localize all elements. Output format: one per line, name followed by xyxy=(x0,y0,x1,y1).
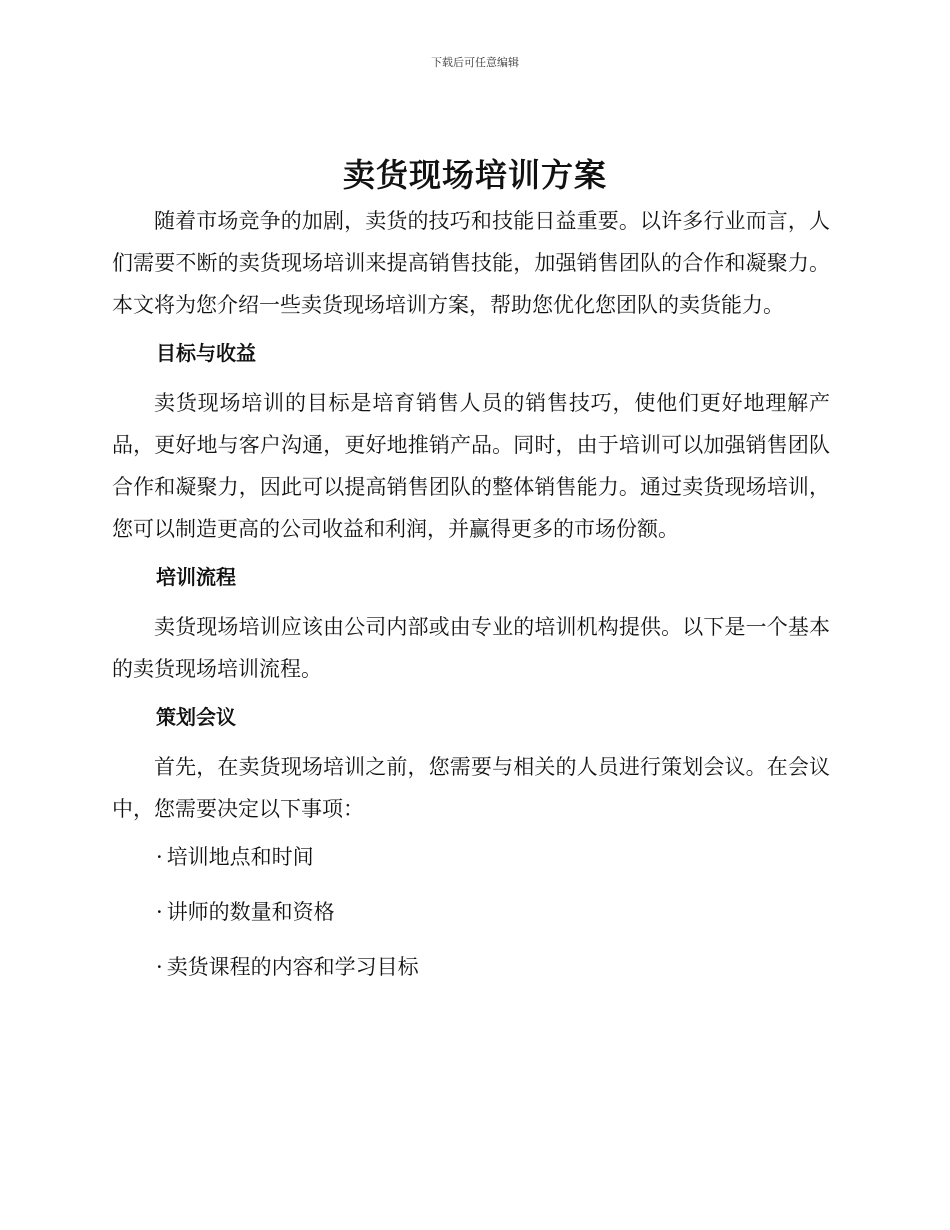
goals-paragraph: 卖货现场培训的目标是培育销售人员的销售技巧，使他们更好地理解产品，更好地与客户沟通，更好地推销产品。同时，由于培训可以加强销售团队合作和凝聚力，因此可以提高销售团队的整体销售能力。通过卖货现场培训，您可以制造更高的公司收益和利润，并赢得更多的市场份额。 xyxy=(112,391,830,541)
list-item-text: 培训地点和时间 xyxy=(166,845,314,869)
bullet-dot: · xyxy=(156,955,163,979)
list-item-text: 卖货课程的内容和学习目标 xyxy=(166,955,419,979)
bullet-dot: · xyxy=(156,900,163,924)
section-heading-planning: 策划会议 xyxy=(156,705,236,729)
section-heading-process: 培训流程 xyxy=(156,565,236,589)
list-item xyxy=(112,946,830,988)
list-item xyxy=(112,891,830,933)
process-paragraph: 卖货现场培训应该由公司内部或由专业的培训机构提供。以下是一个基本的卖货现场培训流程。 xyxy=(112,615,830,681)
section-heading-goals: 目标与收益 xyxy=(156,341,256,365)
header-note: 下载后可任意编辑 xyxy=(431,56,519,69)
intro-paragraph: 随着市场竞争的加剧，卖货的技巧和技能日益重要。以许多行业而言，人们需要不断的卖货现场培训来提高销售技能，加强销售团队的合作和凝聚力。本文将为您介绍一些卖货现场培训方案，帮助您优化您团队的卖货能力。 xyxy=(112,209,830,317)
document-body xyxy=(112,200,830,1001)
planning-paragraph: 首先，在卖货现场培训之前，您需要与相关的人员进行策划会议。在会议中，您需要决定以下事项： xyxy=(112,755,830,821)
document-title: 卖货现场培训方案 xyxy=(342,156,607,194)
bullet-dot: · xyxy=(156,845,163,869)
list-item-text: 讲师的数量和资格 xyxy=(166,900,335,924)
planning-bullet-list xyxy=(112,836,830,988)
list-item xyxy=(112,836,830,878)
